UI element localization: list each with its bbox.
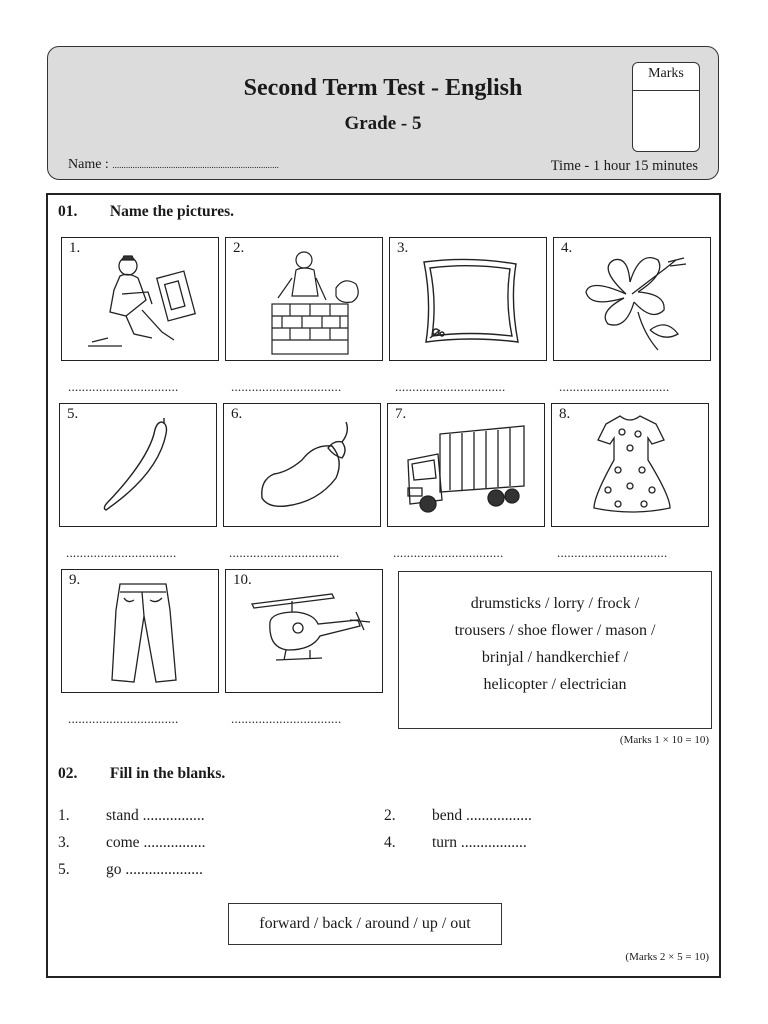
test-header (47, 46, 719, 180)
name-dots: .......................................................................... (112, 160, 279, 170)
picture-3 (389, 237, 547, 361)
frock-icon (552, 404, 710, 528)
mason-icon (226, 238, 384, 362)
lorry-icon (388, 404, 546, 528)
question-2-marks: (Marks 2 × 5 = 10) (625, 951, 709, 963)
answer-blank-4[interactable]: ................................ (559, 379, 670, 394)
picture-6 (223, 403, 381, 527)
blank-text: go .................... (106, 861, 203, 878)
answer-blank-2[interactable]: ................................ (231, 379, 342, 394)
word-bank-line: drumsticks / lorry / frock / (470, 595, 640, 612)
time-label: Time - 1 hour 15 minutes (550, 158, 698, 174)
picture-1 (61, 237, 219, 361)
shoe-flower-icon (554, 238, 712, 362)
picture-10 (225, 569, 383, 693)
blank-item-2[interactable] (384, 807, 532, 825)
grade-label: Grade - 5 (344, 113, 422, 134)
picture-5 (59, 403, 217, 527)
answer-blank-5[interactable]: ................................ (66, 545, 177, 560)
picture-number: 9. (69, 572, 81, 588)
question-2-instruction: Fill in the blanks. (109, 765, 226, 782)
answer-blank-7[interactable]: ................................ (393, 545, 504, 560)
marks-label: Marks (633, 63, 699, 91)
name-label: Name : (68, 157, 109, 172)
handkerchief-icon (390, 238, 548, 362)
picture-number: 5. (67, 406, 79, 422)
picture-2 (225, 237, 383, 361)
test-title: Second Term Test - English (243, 75, 523, 101)
options-box: forward / back / around / up / out (228, 903, 502, 945)
word-bank-line: trousers / shoe flower / mason / (454, 622, 656, 639)
word-bank (398, 571, 712, 729)
question-1-heading (58, 203, 234, 221)
name-field[interactable] (68, 157, 279, 173)
picture-number: 10. (233, 572, 252, 588)
answer-blank-1[interactable]: ................................ (68, 379, 179, 394)
brinjal-icon (224, 404, 382, 528)
drumstick-icon (60, 404, 218, 528)
blank-number: 2. (384, 807, 396, 824)
picture-4 (553, 237, 711, 361)
question-1-marks: (Marks 1 × 10 = 10) (619, 734, 709, 746)
picture-number: 3. (397, 240, 409, 256)
trousers-icon (62, 570, 220, 694)
picture-number: 8. (559, 406, 571, 422)
question-area (46, 193, 721, 978)
blank-item-3[interactable] (58, 834, 205, 852)
answer-blank-6[interactable]: ................................ (229, 545, 340, 560)
picture-number: 6. (231, 406, 243, 422)
blank-text: come ................ (106, 834, 206, 851)
blank-number: 1. (58, 807, 70, 824)
blank-text: bend ................. (432, 807, 532, 824)
answer-blank-8[interactable]: ................................ (557, 545, 668, 560)
question-2-heading (58, 765, 225, 783)
picture-number: 1. (69, 240, 81, 256)
blank-text: turn ................. (432, 834, 527, 851)
blank-item-4[interactable] (384, 834, 527, 852)
question-2-number: 02. (58, 765, 78, 782)
word-bank-line: brinjal / handkerchief / (481, 649, 629, 666)
picture-8 (551, 403, 709, 527)
blank-text: stand ................ (106, 807, 205, 824)
picture-number: 4. (561, 240, 573, 256)
answer-blank-9[interactable]: ................................ (68, 711, 179, 726)
picture-9 (61, 569, 219, 693)
blank-item-1[interactable] (58, 807, 205, 825)
blank-number: 4. (384, 834, 396, 851)
answer-blank-10[interactable]: ................................ (231, 711, 342, 726)
answer-blank-3[interactable]: ................................ (395, 379, 506, 394)
blank-item-5[interactable] (58, 861, 203, 879)
question-1-number: 01. (58, 203, 78, 220)
helicopter-icon (226, 570, 384, 694)
picture-7 (387, 403, 545, 527)
electrician-icon (62, 238, 220, 362)
blank-number: 3. (58, 834, 70, 851)
blank-number: 5. (58, 861, 70, 878)
picture-number: 2. (233, 240, 245, 256)
picture-number: 7. (395, 406, 407, 422)
question-1-instruction: Name the pictures. (109, 203, 234, 220)
word-bank-line: helicopter / electrician (483, 676, 627, 693)
marks-box (632, 62, 700, 152)
